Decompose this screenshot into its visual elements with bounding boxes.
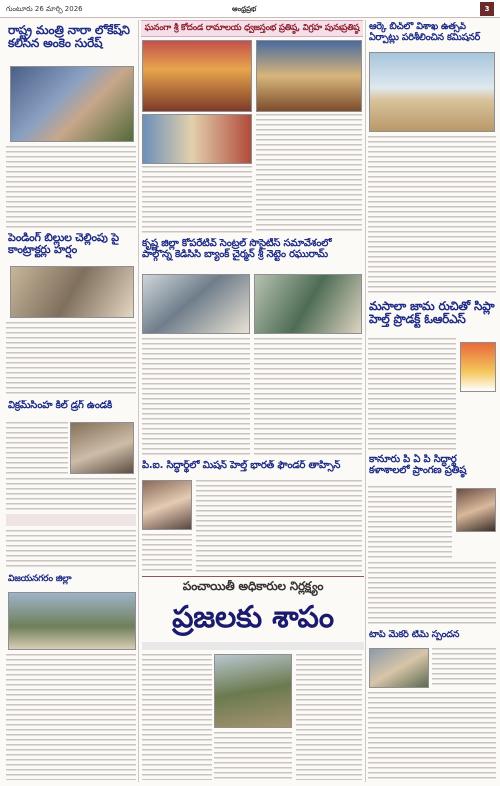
story-headline: విజయనగరం జిల్లా	[8, 574, 72, 584]
news-photo	[254, 274, 362, 334]
place-date: గుంటూరు 26 మార్చి 2026	[6, 5, 83, 13]
article-text	[142, 534, 192, 572]
column-divider	[138, 20, 139, 782]
news-photo	[10, 266, 134, 318]
story-headline: రాష్ట్ర మంత్రి నారా లోకేష్‌ని కలిసిన అంకెం సురేష్	[8, 24, 130, 51]
article-text	[6, 422, 68, 474]
subheading-strip	[142, 642, 364, 650]
article-text	[6, 530, 136, 570]
news-photo	[142, 114, 252, 164]
story-headline: ఆర్కే బీచ్‌లో విశాఖ ఉత్సవ్ ఏర్పాట్లు పరిశీలించిన కమిషనర్	[369, 22, 481, 43]
article-text	[368, 486, 452, 558]
masthead	[0, 0, 500, 18]
story-headline: పెండింగ్ బిల్లుల చెల్లింపు పై కాంట్రాక్టర్లు హర్షం	[8, 232, 119, 257]
news-photo	[214, 654, 292, 728]
article-text	[368, 338, 456, 450]
column-divider	[365, 20, 366, 782]
news-photo	[456, 488, 496, 532]
story-headline: టాప్ మేకర్ టీమ్ స్పందన	[369, 630, 460, 640]
article-text	[432, 648, 496, 688]
article-text	[6, 146, 136, 228]
article-text	[142, 338, 250, 456]
news-photo	[369, 648, 429, 688]
news-photo	[142, 274, 250, 334]
news-photo	[256, 40, 362, 112]
subheading-strip	[6, 514, 136, 526]
product-photo	[460, 342, 496, 392]
news-photo	[369, 52, 495, 132]
article-text	[256, 114, 362, 234]
page-number: 3	[480, 2, 494, 16]
article-text	[6, 478, 136, 510]
divider	[142, 576, 364, 577]
article-text	[6, 322, 136, 396]
news-photo	[142, 480, 192, 530]
article-text	[368, 692, 496, 780]
story-headline: కానూరు పి ఏ పి సిద్ధార్థ కళాశాలలో ప్రాంగణ ప్రతిష్ఠ	[369, 454, 467, 477]
article-text	[296, 654, 362, 780]
news-photo	[8, 592, 136, 650]
banner-strip	[141, 20, 363, 37]
article-text	[6, 654, 136, 780]
story-headline: కృష్ణ జిల్లా కోపరేటివ్ సెంట్రల్ సొసైటీస్ సమావేశంలో పాల్గొన్న కెడిసిసి బ్యాంక్ చైర్మన్ శ్రీ నెట్టెం రఘురామ్	[142, 238, 332, 261]
news-photo	[10, 66, 134, 142]
story-headline: పి.ఐ. సిద్ధార్థ్‌లో మిషన్ హెల్త్ భారత్ ఫౌండర్ తాహ్సిన్	[142, 460, 341, 471]
article-text	[196, 480, 362, 572]
banner-headline: ఘనంగా శ్రీ కోదండ రామాలయ ధ్వజస్తంభ ప్రతిష్ఠ, విగ్రహ పునఃప్రతిష్ఠ	[144, 23, 360, 33]
article-text	[142, 654, 212, 780]
story-headline: మసాలా జామ రుచితో సిప్లా హెల్త్ ప్రొడక్ట్ ఓఆర్ఎస్	[369, 300, 495, 327]
news-photo	[70, 422, 134, 474]
article-text	[368, 562, 496, 626]
panchayat-kicker: పంచాయితీ అధికారుల నిర్లక్ష్యం	[182, 580, 324, 593]
article-text	[254, 338, 362, 456]
news-photo	[142, 40, 252, 112]
article-text	[142, 166, 252, 234]
section-name: ఆంధ్రప్రభ	[232, 5, 257, 13]
article-text	[368, 136, 496, 296]
article-text	[214, 732, 292, 780]
story-headline: విక్రమ్‌సింహ కిల్ డ్రగ్ ఉండకి	[8, 400, 112, 411]
panchayat-headline: ప్రజలకు శాపం	[172, 600, 334, 635]
